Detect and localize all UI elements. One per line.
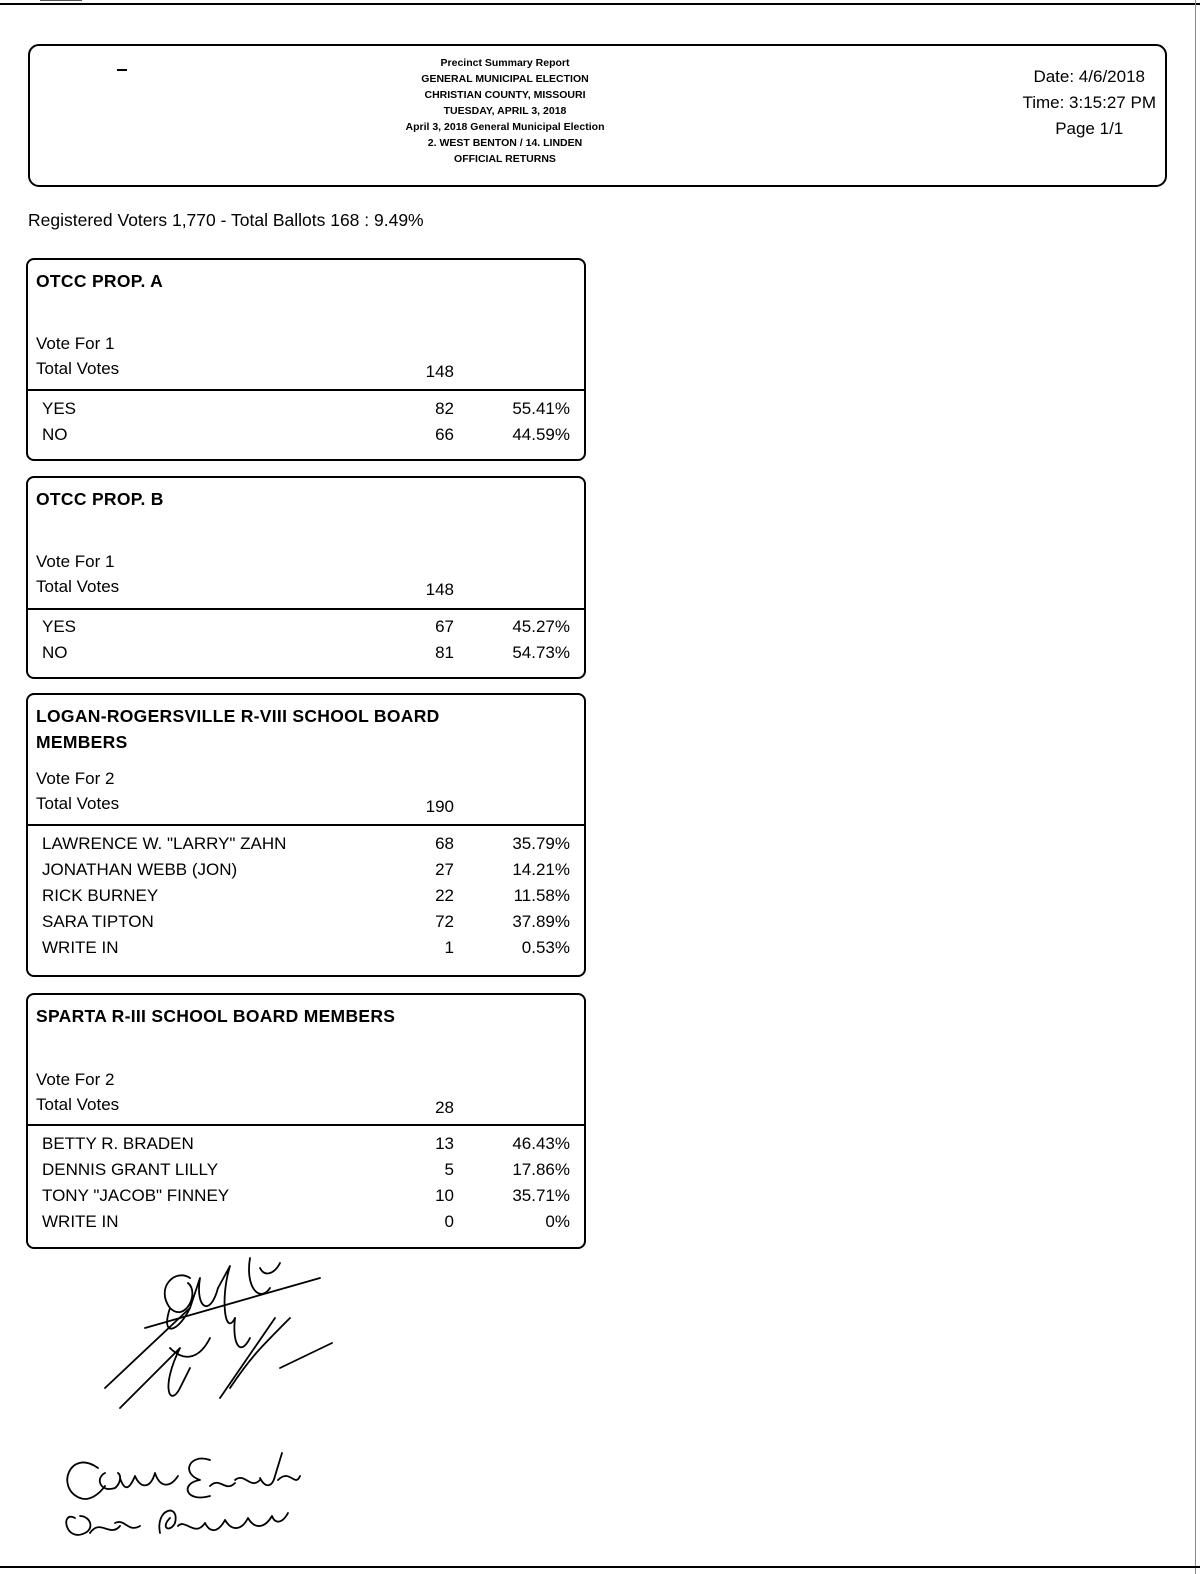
registered-voters-summary: Registered Voters 1,770 - Total Ballots 168 : 9.49% <box>28 210 424 230</box>
candidate-row <box>28 938 584 964</box>
top-border-line <box>0 3 1200 5</box>
candidate-row <box>28 1212 584 1238</box>
page-number: Page 1/1 <box>1055 119 1124 138</box>
contest-box <box>26 258 586 461</box>
header-left-mark <box>117 69 127 71</box>
signature-lisa-russell <box>66 1511 288 1535</box>
candidate-name: TONY "JACOB" FINNEY <box>42 1186 230 1205</box>
contest-title: OTCC PROP. A <box>36 271 164 291</box>
candidate-name: YES <box>42 617 77 636</box>
contest-title: SPARTA R-III SCHOOL BOARD MEMBERS <box>36 1006 396 1026</box>
candidate-percent: 17.86% <box>512 1160 570 1179</box>
candidate-percent: 14.21% <box>512 860 570 879</box>
total-votes-value: 190 <box>425 797 454 816</box>
candidate-rows <box>28 1134 584 1238</box>
candidate-row <box>28 425 584 451</box>
election-full-name: April 3, 2018 General Municipal Election <box>405 121 605 133</box>
candidate-name: LAWRENCE W. "LARRY" ZAHN <box>42 834 287 853</box>
contest-title: LOGAN-ROGERSVILLE R-VIII SCHOOL BOARD MEMBERS <box>36 706 440 752</box>
vote-for-label: Vote For 1 <box>36 334 115 353</box>
contest-title: OTCC PROP. B <box>36 489 164 509</box>
candidate-percent: 35.79% <box>512 834 570 853</box>
candidate-votes: 66 <box>435 425 454 444</box>
candidate-votes: 5 <box>444 1160 454 1179</box>
contest-divider <box>28 389 584 391</box>
candidate-rows <box>28 399 584 451</box>
candidate-name: WRITE IN <box>42 938 119 957</box>
candidate-row <box>28 1160 584 1186</box>
candidate-votes: 22 <box>435 886 454 905</box>
right-page-edge <box>1195 0 1196 1574</box>
candidate-percent: 11.58% <box>513 886 570 905</box>
candidate-percent: 44.59% <box>512 425 570 444</box>
candidate-name: NO <box>42 425 68 444</box>
candidate-votes: 0 <box>444 1212 454 1231</box>
bottom-border-line <box>0 1566 1200 1568</box>
candidate-percent: 35.71% <box>512 1186 570 1205</box>
candidate-votes: 27 <box>435 860 454 879</box>
contest-divider <box>28 1124 584 1126</box>
header-date-block <box>1022 64 1156 142</box>
candidate-name: NO <box>42 643 68 662</box>
total-votes-value: 148 <box>425 362 454 381</box>
contest-divider <box>28 608 584 610</box>
contest-box <box>26 993 586 1249</box>
signature-mark <box>145 1258 320 1347</box>
total-votes-label: Total Votes <box>36 359 120 378</box>
candidate-percent: 0.53% <box>521 938 570 957</box>
county-name: CHRISTIAN COUNTY, MISSOURI <box>424 89 586 101</box>
candidate-name: JONATHAN WEBB (JON) <box>42 860 238 879</box>
header-title-block <box>350 55 660 167</box>
candidate-row <box>28 1186 584 1212</box>
candidate-name: DENNIS GRANT LILLY <box>42 1160 219 1179</box>
candidate-name: RICK BURNEY <box>42 886 159 905</box>
candidate-votes: 10 <box>435 1186 454 1205</box>
contest-divider <box>28 824 584 826</box>
candidate-percent: 54.73% <box>512 643 570 662</box>
top-scan-mark <box>40 0 82 1</box>
candidate-votes: 13 <box>435 1134 454 1153</box>
candidate-rows <box>28 834 584 964</box>
candidate-percent: 45.27% <box>512 617 570 636</box>
contest-box <box>26 693 586 977</box>
candidate-rows <box>28 617 584 669</box>
candidate-name: SARA TIPTON <box>42 912 154 931</box>
precinct-name: 2. WEST BENTON / 14. LINDEN <box>427 137 583 149</box>
contest-box <box>26 476 586 679</box>
candidate-row <box>28 912 584 938</box>
report-time: Time: 3:15:27 PM <box>1022 93 1156 112</box>
candidate-row <box>28 834 584 860</box>
report-header <box>28 44 1167 187</box>
total-votes-label: Total Votes <box>36 1095 120 1114</box>
signature-mark <box>105 1308 332 1408</box>
candidate-votes: 81 <box>435 643 454 662</box>
candidate-row <box>28 886 584 912</box>
candidate-name: YES <box>42 399 77 418</box>
report-date: Date: 4/6/2018 <box>1033 67 1145 86</box>
candidate-votes: 82 <box>435 399 454 418</box>
total-votes-label: Total Votes <box>36 794 120 813</box>
total-votes-value: 28 <box>435 1098 454 1117</box>
candidate-name: BETTY R. BRADEN <box>42 1134 194 1153</box>
candidate-percent: 0% <box>545 1212 570 1231</box>
vote-for-label: Vote For 1 <box>36 552 115 571</box>
candidate-votes: 72 <box>435 912 454 931</box>
candidate-row <box>28 399 584 425</box>
signature-carla-essick <box>67 1453 300 1499</box>
candidate-row <box>28 1134 584 1160</box>
candidate-row <box>28 617 584 643</box>
candidate-votes: 1 <box>444 938 454 957</box>
report-title: Precinct Summary Report <box>440 57 570 69</box>
candidate-row <box>28 860 584 886</box>
total-votes-value: 148 <box>425 580 454 599</box>
candidate-percent: 37.89% <box>512 912 570 931</box>
signature-block <box>60 1248 360 1548</box>
election-date: TUESDAY, APRIL 3, 2018 <box>443 105 567 117</box>
candidate-votes: 68 <box>435 834 454 853</box>
total-votes-label: Total Votes <box>36 577 120 596</box>
election-name: GENERAL MUNICIPAL ELECTION <box>421 73 589 85</box>
vote-for-label: Vote For 2 <box>36 1070 115 1089</box>
vote-for-label: Vote For 2 <box>36 769 115 788</box>
returns-status: OFFICIAL RETURNS <box>454 153 556 165</box>
candidate-percent: 46.43% <box>512 1134 570 1153</box>
candidate-percent: 55.41% <box>512 399 570 418</box>
candidate-votes: 67 <box>435 617 454 636</box>
candidate-name: WRITE IN <box>42 1212 119 1231</box>
candidate-row <box>28 643 584 669</box>
